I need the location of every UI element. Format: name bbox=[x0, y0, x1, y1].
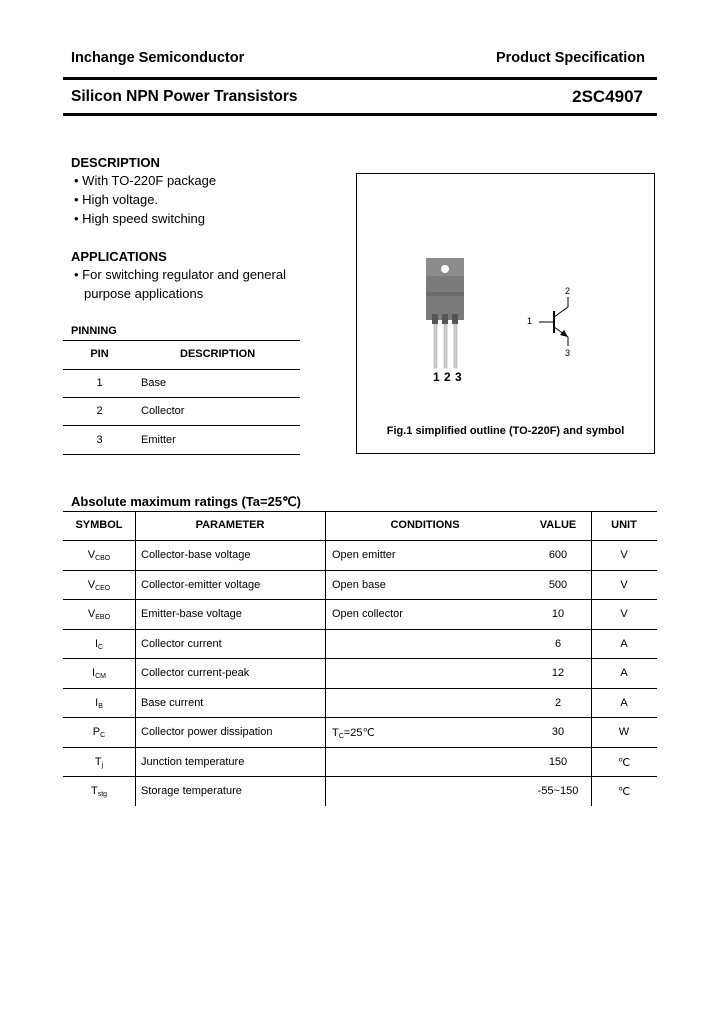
pinning-rule bbox=[63, 397, 300, 398]
ratings-rule bbox=[63, 776, 657, 777]
rating-symbol: ICM bbox=[92, 667, 106, 680]
ratings-col-parameter: PARAMETER bbox=[195, 519, 265, 531]
pinning-rule bbox=[63, 369, 300, 370]
description-list bbox=[74, 171, 216, 228]
lead bbox=[434, 324, 437, 368]
part-number: 2SC4907 bbox=[572, 87, 643, 106]
rating-parameter: Emitter-base voltage bbox=[141, 608, 242, 620]
figure-box bbox=[356, 173, 655, 454]
package-outline-drawing bbox=[357, 174, 654, 414]
pin-number: 3 bbox=[96, 434, 103, 446]
ratings-col-unit: UNIT bbox=[611, 519, 637, 531]
rating-parameter: Collector-emitter voltage bbox=[141, 579, 261, 591]
rating-parameter: Collector-base voltage bbox=[141, 549, 251, 561]
pin-base bbox=[442, 314, 448, 324]
rating-value: 12 bbox=[551, 667, 565, 679]
ratings-rule bbox=[63, 570, 657, 571]
rating-value: 150 bbox=[548, 756, 568, 768]
rating-symbol: VCEO bbox=[87, 579, 111, 592]
ratings-col-symbol: SYMBOL bbox=[75, 519, 123, 531]
symbol-emitter-arrow bbox=[560, 330, 568, 337]
ratings-rule bbox=[63, 629, 657, 630]
rating-parameter: Collector current bbox=[141, 638, 222, 650]
rating-unit: V bbox=[620, 579, 628, 591]
rating-unit: ℃ bbox=[617, 786, 631, 798]
symbol-pin-2: 2 bbox=[565, 286, 571, 296]
lead bbox=[454, 324, 457, 368]
rating-unit: W bbox=[618, 726, 630, 738]
ratings-rule bbox=[63, 511, 657, 512]
lead bbox=[444, 324, 447, 368]
rating-condition: TC=25℃ bbox=[332, 727, 375, 740]
pin-description: Base bbox=[141, 377, 167, 389]
ratings-rule bbox=[63, 717, 657, 718]
rating-symbol: PC bbox=[92, 726, 106, 739]
rating-value: 10 bbox=[551, 608, 565, 620]
mounting-hole bbox=[441, 265, 449, 273]
package-pin-labels: 1 2 3 bbox=[433, 370, 462, 384]
rating-value: 600 bbox=[548, 549, 568, 561]
rating-parameter: Storage temperature bbox=[141, 785, 242, 797]
pinning-col-pin: PIN bbox=[90, 348, 109, 360]
rating-symbol: Tstg bbox=[90, 785, 108, 798]
pin-number: 1 bbox=[96, 377, 103, 389]
list-item-continuation: purpose applications bbox=[84, 286, 204, 301]
ratings-col-value: VALUE bbox=[539, 519, 577, 531]
pinning-rule bbox=[63, 425, 300, 426]
symbol-pin-3: 3 bbox=[565, 348, 571, 358]
pin-base bbox=[432, 314, 438, 324]
rating-unit: A bbox=[620, 638, 628, 650]
header-rule bbox=[63, 77, 657, 80]
package-band bbox=[426, 292, 464, 296]
pin-description: Emitter bbox=[141, 434, 176, 446]
rating-value: -55~150 bbox=[537, 785, 579, 797]
rating-parameter: Collector current-peak bbox=[141, 667, 250, 679]
rating-symbol: VCBO bbox=[87, 549, 111, 562]
rating-unit: A bbox=[620, 667, 628, 679]
rating-unit: A bbox=[620, 697, 628, 709]
pinning-rule bbox=[63, 454, 300, 455]
ratings-title: Absolute maximum ratings (Ta=25℃) bbox=[71, 494, 301, 509]
rating-parameter: Junction temperature bbox=[141, 756, 245, 768]
rating-parameter: Base current bbox=[141, 697, 204, 709]
applications-list bbox=[74, 265, 286, 303]
rating-unit: ℃ bbox=[617, 757, 631, 769]
rating-value: 500 bbox=[548, 579, 568, 591]
description-title: DESCRIPTION bbox=[71, 155, 160, 170]
pin-description: Collector bbox=[141, 405, 185, 417]
figure-caption: Fig.1 simplified outline (TO-220F) and symbol bbox=[386, 425, 625, 437]
symbol-collector-line bbox=[554, 307, 568, 317]
subheader-rule bbox=[63, 113, 657, 116]
list-item: • For switching regulator and general bbox=[74, 267, 286, 282]
rating-symbol: IB bbox=[95, 697, 103, 710]
product-line: Silicon NPN Power Transistors bbox=[71, 88, 298, 105]
doc-type: Product Specification bbox=[495, 50, 645, 66]
pinning-col-desc: DESCRIPTION bbox=[180, 348, 256, 360]
rating-symbol: VEBO bbox=[87, 608, 111, 621]
rating-value: 30 bbox=[551, 726, 565, 738]
ratings-rule bbox=[63, 599, 657, 600]
ratings-col-conditions: CONDITIONS bbox=[390, 519, 460, 531]
ratings-rule bbox=[63, 540, 657, 541]
ratings-rule bbox=[63, 688, 657, 689]
list-item: • High voltage. bbox=[74, 192, 159, 207]
rating-value: 6 bbox=[554, 638, 562, 650]
pinning-title: PINNING bbox=[71, 325, 117, 337]
rating-symbol: Tj bbox=[94, 756, 104, 769]
rating-parameter: Collector power dissipation bbox=[141, 726, 273, 738]
rating-unit: V bbox=[620, 608, 628, 620]
symbol-pin-1: 1 bbox=[527, 316, 533, 326]
rating-value: 2 bbox=[554, 697, 562, 709]
rating-symbol: IC bbox=[94, 638, 104, 651]
rating-condition: Open collector bbox=[332, 608, 403, 620]
pin-number: 2 bbox=[96, 405, 103, 417]
pin-base bbox=[452, 314, 458, 324]
pinning-rule bbox=[63, 340, 300, 341]
ratings-rule bbox=[63, 747, 657, 748]
rating-condition: Open base bbox=[332, 579, 386, 591]
applications-title: APPLICATIONS bbox=[71, 249, 167, 264]
list-item: • With TO-220F package bbox=[74, 173, 217, 188]
company-name: Inchange Semiconductor bbox=[71, 50, 245, 66]
rating-unit: V bbox=[620, 549, 628, 561]
ratings-rule bbox=[63, 658, 657, 659]
rating-condition: Open emitter bbox=[332, 549, 396, 561]
list-item: • High speed switching bbox=[74, 211, 206, 226]
